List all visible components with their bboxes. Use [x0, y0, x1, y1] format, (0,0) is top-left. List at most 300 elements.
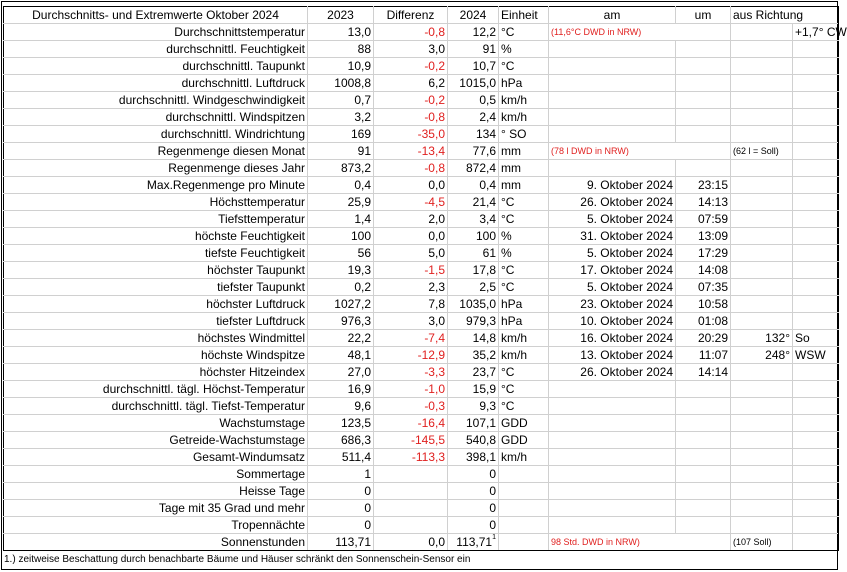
value-diff: [374, 483, 448, 500]
value-2024-text: 1035,0: [459, 297, 496, 311]
value-2023: 1,4: [308, 211, 374, 228]
value-2024-text: 107,1: [465, 416, 496, 430]
row-note: (11,6°C DWD in NRW): [549, 24, 731, 41]
value-2024-text: 12,2: [472, 25, 496, 39]
wind-direction-degrees: [731, 177, 793, 194]
wind-direction-degrees: 248°: [731, 347, 793, 364]
table-row: [4, 534, 839, 551]
value-diff: -0,3: [374, 398, 448, 415]
date-am: [549, 398, 676, 415]
date-time-um: 17:29: [676, 245, 731, 262]
date-time-um: [676, 92, 731, 109]
header-row: [4, 7, 839, 24]
value-unit: km/h: [499, 330, 549, 347]
wind-direction-text: [793, 92, 839, 109]
wind-direction-text: [793, 432, 839, 449]
date-am: 13. Oktober 2024: [549, 347, 676, 364]
value-2024: [448, 75, 499, 92]
table-row: [4, 41, 839, 58]
value-2024-text: 3,4: [479, 212, 496, 226]
value-2023: 13,0: [308, 24, 374, 41]
date-time-um: [676, 126, 731, 143]
wind-direction-degrees: 132°: [731, 330, 793, 347]
value-diff: 3,0: [374, 41, 448, 58]
value-2024-text: 134: [475, 127, 496, 141]
value-diff: -35,0: [374, 126, 448, 143]
value-unit: °C: [499, 262, 549, 279]
date-am: [549, 415, 676, 432]
date-am: [549, 466, 676, 483]
wind-direction-text: [793, 415, 839, 432]
wind-direction-text: [793, 211, 839, 228]
value-unit: km/h: [499, 449, 549, 466]
value-unit: km/h: [499, 92, 549, 109]
row-note: (78 l DWD in NRW): [549, 143, 731, 160]
row-label: Gesamt-Windumsatz: [4, 449, 308, 466]
table-row: [4, 364, 839, 381]
value-2023: 113,71: [308, 534, 374, 551]
value-2023: 0: [308, 517, 374, 534]
wind-direction-text: [793, 449, 839, 466]
date-am: [549, 58, 676, 75]
wind-direction-degrees: [731, 228, 793, 245]
value-2024: [448, 517, 499, 534]
table-row: [4, 483, 839, 500]
date-time-um: 14:08: [676, 262, 731, 279]
wind-direction-text: [793, 194, 839, 211]
date-am: [549, 432, 676, 449]
wind-direction-text: [793, 517, 839, 534]
value-diff: -0,8: [374, 109, 448, 126]
value-2024-text: 21,4: [472, 195, 496, 209]
row-label: tiefster Taupunkt: [4, 279, 308, 296]
date-time-um: [676, 415, 731, 432]
value-2024-text: 2,4: [479, 110, 496, 124]
row-label: Durchschnittstemperatur: [4, 24, 308, 41]
row-label: tiefster Luftdruck: [4, 313, 308, 330]
table-row: [4, 466, 839, 483]
value-unit: GDD: [499, 415, 549, 432]
wind-direction-text: [793, 466, 839, 483]
date-time-um: [676, 109, 731, 126]
value-2024-text: 91: [482, 42, 496, 56]
date-time-um: [676, 381, 731, 398]
value-2024: [448, 143, 499, 160]
value-unit: °C: [499, 211, 549, 228]
value-2024-text: 17,8: [472, 263, 496, 277]
value-2024-text: 14,8: [472, 331, 496, 345]
value-2024: [448, 296, 499, 313]
value-2023: 0: [308, 483, 374, 500]
row-label: höchste Feuchtigkeit: [4, 228, 308, 245]
value-2024-text: 979,3: [465, 314, 496, 328]
value-2023: 169: [308, 126, 374, 143]
row-label: Heisse Tage: [4, 483, 308, 500]
date-time-um: [676, 398, 731, 415]
row-label: durchschnittl. Feuchtigkeit: [4, 41, 308, 58]
value-2024: [448, 313, 499, 330]
value-2024: [448, 262, 499, 279]
value-2023: 0,7: [308, 92, 374, 109]
wind-direction-degrees: [731, 41, 793, 58]
wind-direction-degrees: [731, 262, 793, 279]
value-unit: °C: [499, 24, 549, 41]
value-diff: -0,8: [374, 160, 448, 177]
value-2024: [448, 415, 499, 432]
value-unit: [499, 466, 549, 483]
wind-direction-text: [793, 228, 839, 245]
wind-direction-text: [793, 313, 839, 330]
value-unit: %: [499, 41, 549, 58]
date-time-um: 07:59: [676, 211, 731, 228]
weather-table: [3, 6, 847, 551]
row-label: Sonnenstunden: [4, 534, 308, 551]
wind-direction-text: So: [793, 330, 839, 347]
row-label: Wachstumstage: [4, 415, 308, 432]
wind-direction-degrees: [731, 483, 793, 500]
value-2023: 27,0: [308, 364, 374, 381]
table-row: [4, 500, 839, 517]
wind-direction-degrees: [731, 211, 793, 228]
row-label: Höchsttemperatur: [4, 194, 308, 211]
wind-direction-degrees: [731, 109, 793, 126]
footnote: 1.) zeitweise Beschattung durch benachbarte Bäume und Häuser schränkt den Sonnenschein-Sensor ein: [4, 554, 471, 565]
value-diff: 7,8: [374, 296, 448, 313]
date-time-um: [676, 432, 731, 449]
wind-direction-degrees: [731, 500, 793, 517]
table-row: [4, 58, 839, 75]
value-diff: [374, 466, 448, 483]
row-label: durchschnittl. Taupunkt: [4, 58, 308, 75]
date-am: [549, 500, 676, 517]
table-row: [4, 75, 839, 92]
table-row: [4, 126, 839, 143]
value-unit: °C: [499, 364, 549, 381]
value-2024: [448, 126, 499, 143]
value-2024-text: 2,5: [479, 280, 496, 294]
date-am: 23. Oktober 2024: [549, 296, 676, 313]
value-2024-text: 0: [489, 501, 496, 515]
value-2024-text: 1015,0: [459, 76, 496, 90]
row-label: tiefste Feuchtigkeit: [4, 245, 308, 262]
col-header-richtung: aus Richtung: [731, 7, 839, 24]
value-diff: -0,8: [374, 24, 448, 41]
row-label: durchschnittl. Windrichtung: [4, 126, 308, 143]
value-2023: 0,4: [308, 177, 374, 194]
table-row: [4, 415, 839, 432]
value-2024: [448, 534, 499, 551]
wind-direction-degrees: [731, 194, 793, 211]
value-2024-text: 398,1: [465, 450, 496, 464]
value-diff: [374, 517, 448, 534]
value-unit: mm: [499, 143, 549, 160]
value-2023: 91: [308, 143, 374, 160]
value-2024: [448, 483, 499, 500]
value-2023: 3,2: [308, 109, 374, 126]
value-2024: [448, 279, 499, 296]
wind-direction-degrees: [731, 279, 793, 296]
value-2023: 1027,2: [308, 296, 374, 313]
date-am: 26. Oktober 2024: [549, 194, 676, 211]
table-row: [4, 347, 839, 364]
row-label: Tropennächte: [4, 517, 308, 534]
value-2023: 511,4: [308, 449, 374, 466]
date-time-um: (62 l = Soll): [731, 143, 793, 160]
row-label: durchschnittl. Luftdruck: [4, 75, 308, 92]
wind-direction-degrees: [731, 126, 793, 143]
wind-direction-text: [793, 245, 839, 262]
wind-direction-degrees: [731, 364, 793, 381]
value-2023: 0,2: [308, 279, 374, 296]
date-time-um: [731, 24, 793, 41]
value-2024: [448, 228, 499, 245]
value-2023: 56: [308, 245, 374, 262]
value-diff: -113,3: [374, 449, 448, 466]
table-row: [4, 517, 839, 534]
date-time-um: 14:14: [676, 364, 731, 381]
value-2023: 873,2: [308, 160, 374, 177]
value-2024-text: 35,2: [472, 348, 496, 362]
row-label: Tage mit 35 Grad und mehr: [4, 500, 308, 517]
wind-direction-degrees: [731, 160, 793, 177]
value-2024: [448, 449, 499, 466]
wind-direction-text: [793, 483, 839, 500]
date-time-um: [676, 449, 731, 466]
date-am: [549, 75, 676, 92]
value-2024-text: 0,5: [479, 93, 496, 107]
value-diff: 0,0: [374, 177, 448, 194]
value-diff: 3,0: [374, 313, 448, 330]
date-am: 26. Oktober 2024: [549, 364, 676, 381]
value-unit: [499, 500, 549, 517]
value-2023: 16,9: [308, 381, 374, 398]
wind-direction-degrees: [793, 143, 839, 160]
date-am: 9. Oktober 2024: [549, 177, 676, 194]
wind-direction-text: [793, 41, 839, 58]
date-time-um: (107 Soll): [731, 534, 793, 551]
date-time-um: [676, 160, 731, 177]
wind-direction-degrees: [731, 398, 793, 415]
value-unit: hPa: [499, 75, 549, 92]
date-am: 5. Oktober 2024: [549, 279, 676, 296]
value-2024-text: 61: [482, 246, 496, 260]
value-unit: °C: [499, 381, 549, 398]
row-label: durchschnittl. Windgeschwindigkeit: [4, 92, 308, 109]
value-2023: 22,2: [308, 330, 374, 347]
value-unit: km/h: [499, 347, 549, 364]
value-unit: mm: [499, 177, 549, 194]
table-row: [4, 24, 839, 41]
table-row: [4, 92, 839, 109]
value-diff: -0,2: [374, 92, 448, 109]
sheet-title: Durchschnitts- und Extremwerte Oktober 2024: [4, 7, 308, 24]
value-unit: hPa: [499, 313, 549, 330]
value-2023: 19,3: [308, 262, 374, 279]
date-am: [549, 41, 676, 58]
value-2024: [448, 381, 499, 398]
value-2024-text: 23,7: [472, 365, 496, 379]
value-diff: 2,0: [374, 211, 448, 228]
value-2024: [448, 58, 499, 75]
value-unit: [499, 517, 549, 534]
value-2023: 686,3: [308, 432, 374, 449]
wind-direction-degrees: [793, 534, 839, 551]
footnote-marker: 1: [492, 534, 496, 541]
col-header-2024: 2024: [448, 7, 499, 24]
col-header-2023: 2023: [308, 7, 374, 24]
value-2024-text: 113,71: [456, 535, 493, 549]
value-diff: 2,3: [374, 279, 448, 296]
value-unit: °C: [499, 279, 549, 296]
wind-direction-text: [793, 279, 839, 296]
value-2024: [448, 92, 499, 109]
value-2024: [448, 432, 499, 449]
wind-direction-text: [793, 296, 839, 313]
table-row: [4, 194, 839, 211]
date-am: 5. Oktober 2024: [549, 245, 676, 262]
table-row: [4, 313, 839, 330]
value-2023: 976,3: [308, 313, 374, 330]
wind-direction-degrees: [731, 296, 793, 313]
value-unit: km/h: [499, 109, 549, 126]
value-2024-text: 540,8: [465, 433, 496, 447]
value-2024: [448, 109, 499, 126]
wind-direction-degrees: [731, 466, 793, 483]
value-unit: °C: [499, 58, 549, 75]
wind-direction-text: [793, 500, 839, 517]
row-label: höchstes Windmittel: [4, 330, 308, 347]
value-2024: [448, 500, 499, 517]
date-am: [549, 92, 676, 109]
table-row: [4, 381, 839, 398]
row-label: durchschnittl. tägl. Höchst-Temperatur: [4, 381, 308, 398]
value-2024-text: 0,4: [479, 178, 496, 192]
wind-direction-degrees: +1,7° CW: [793, 24, 839, 41]
row-label: Getreide-Wachstumstage: [4, 432, 308, 449]
value-2024-text: 15,9: [472, 382, 496, 396]
value-2024-text: 9,3: [479, 399, 496, 413]
date-am: [549, 381, 676, 398]
date-am: [549, 483, 676, 500]
date-am: [549, 160, 676, 177]
date-am: 10. Oktober 2024: [549, 313, 676, 330]
value-2024: [448, 211, 499, 228]
table-row: [4, 143, 839, 160]
wind-direction-degrees: [731, 313, 793, 330]
wind-direction-text: [793, 58, 839, 75]
value-2023: 48,1: [308, 347, 374, 364]
wind-direction-text: [793, 160, 839, 177]
date-time-um: 23:15: [676, 177, 731, 194]
value-2024-text: 0: [489, 484, 496, 498]
value-2024: [448, 364, 499, 381]
value-diff: 6,2: [374, 75, 448, 92]
wind-direction-text: [793, 381, 839, 398]
value-2024-text: 77,6: [472, 144, 496, 158]
value-unit: %: [499, 228, 549, 245]
table-row: [4, 228, 839, 245]
row-label: höchster Luftdruck: [4, 296, 308, 313]
date-am: [549, 449, 676, 466]
date-am: 31. Oktober 2024: [549, 228, 676, 245]
date-time-um: [676, 41, 731, 58]
row-label: Max.Regenmenge pro Minute: [4, 177, 308, 194]
row-label: höchste Windspitze: [4, 347, 308, 364]
row-label: durchschnittl. Windspitzen: [4, 109, 308, 126]
value-2024-text: 872,4: [465, 161, 496, 175]
value-2024: [448, 245, 499, 262]
value-2023: 10,9: [308, 58, 374, 75]
value-diff: -1,0: [374, 381, 448, 398]
wind-direction-degrees: [731, 245, 793, 262]
value-2023: 9,6: [308, 398, 374, 415]
value-diff: [374, 500, 448, 517]
value-unit: [499, 483, 549, 500]
date-time-um: [676, 517, 731, 534]
date-time-um: [676, 75, 731, 92]
table-row: [4, 330, 839, 347]
value-2024: [448, 160, 499, 177]
date-time-um: 07:35: [676, 279, 731, 296]
value-unit: %: [499, 245, 549, 262]
value-2024: [448, 41, 499, 58]
value-diff: 5,0: [374, 245, 448, 262]
value-unit: GDD: [499, 432, 549, 449]
wind-direction-text: [793, 75, 839, 92]
value-diff: 0,0: [374, 228, 448, 245]
wind-direction-degrees: [731, 517, 793, 534]
value-2024-text: 10,7: [472, 59, 496, 73]
value-2023: 0: [308, 500, 374, 517]
row-label: Tiefsttemperatur: [4, 211, 308, 228]
wind-direction-degrees: [731, 415, 793, 432]
value-2023: 1: [308, 466, 374, 483]
row-label: durchschnittl. tägl. Tiefst-Temperatur: [4, 398, 308, 415]
value-2024-text: 0: [489, 518, 496, 532]
wind-direction-degrees: [731, 92, 793, 109]
date-time-um: 20:29: [676, 330, 731, 347]
wind-direction-degrees: [731, 381, 793, 398]
col-header-um: um: [676, 7, 731, 24]
value-diff: -12,9: [374, 347, 448, 364]
row-label: Sommertage: [4, 466, 308, 483]
date-time-um: [676, 483, 731, 500]
date-am: [549, 517, 676, 534]
value-unit: °C: [499, 194, 549, 211]
value-2024: [448, 194, 499, 211]
date-am: [549, 126, 676, 143]
wind-direction-text: WSW: [793, 347, 839, 364]
wind-direction-degrees: [731, 58, 793, 75]
value-diff: -7,4: [374, 330, 448, 347]
table-row: [4, 296, 839, 313]
value-2024: [448, 24, 499, 41]
value-2023: 25,9: [308, 194, 374, 211]
table-row: [4, 449, 839, 466]
value-2023: 1008,8: [308, 75, 374, 92]
date-am: 17. Oktober 2024: [549, 262, 676, 279]
value-2024: [448, 398, 499, 415]
wind-direction-text: [793, 177, 839, 194]
date-am: 16. Oktober 2024: [549, 330, 676, 347]
value-2024-text: 100: [475, 229, 496, 243]
date-am: [549, 109, 676, 126]
wind-direction-text: [793, 109, 839, 126]
value-diff: -16,4: [374, 415, 448, 432]
value-unit: mm: [499, 160, 549, 177]
value-2024: [448, 330, 499, 347]
table-row: [4, 262, 839, 279]
